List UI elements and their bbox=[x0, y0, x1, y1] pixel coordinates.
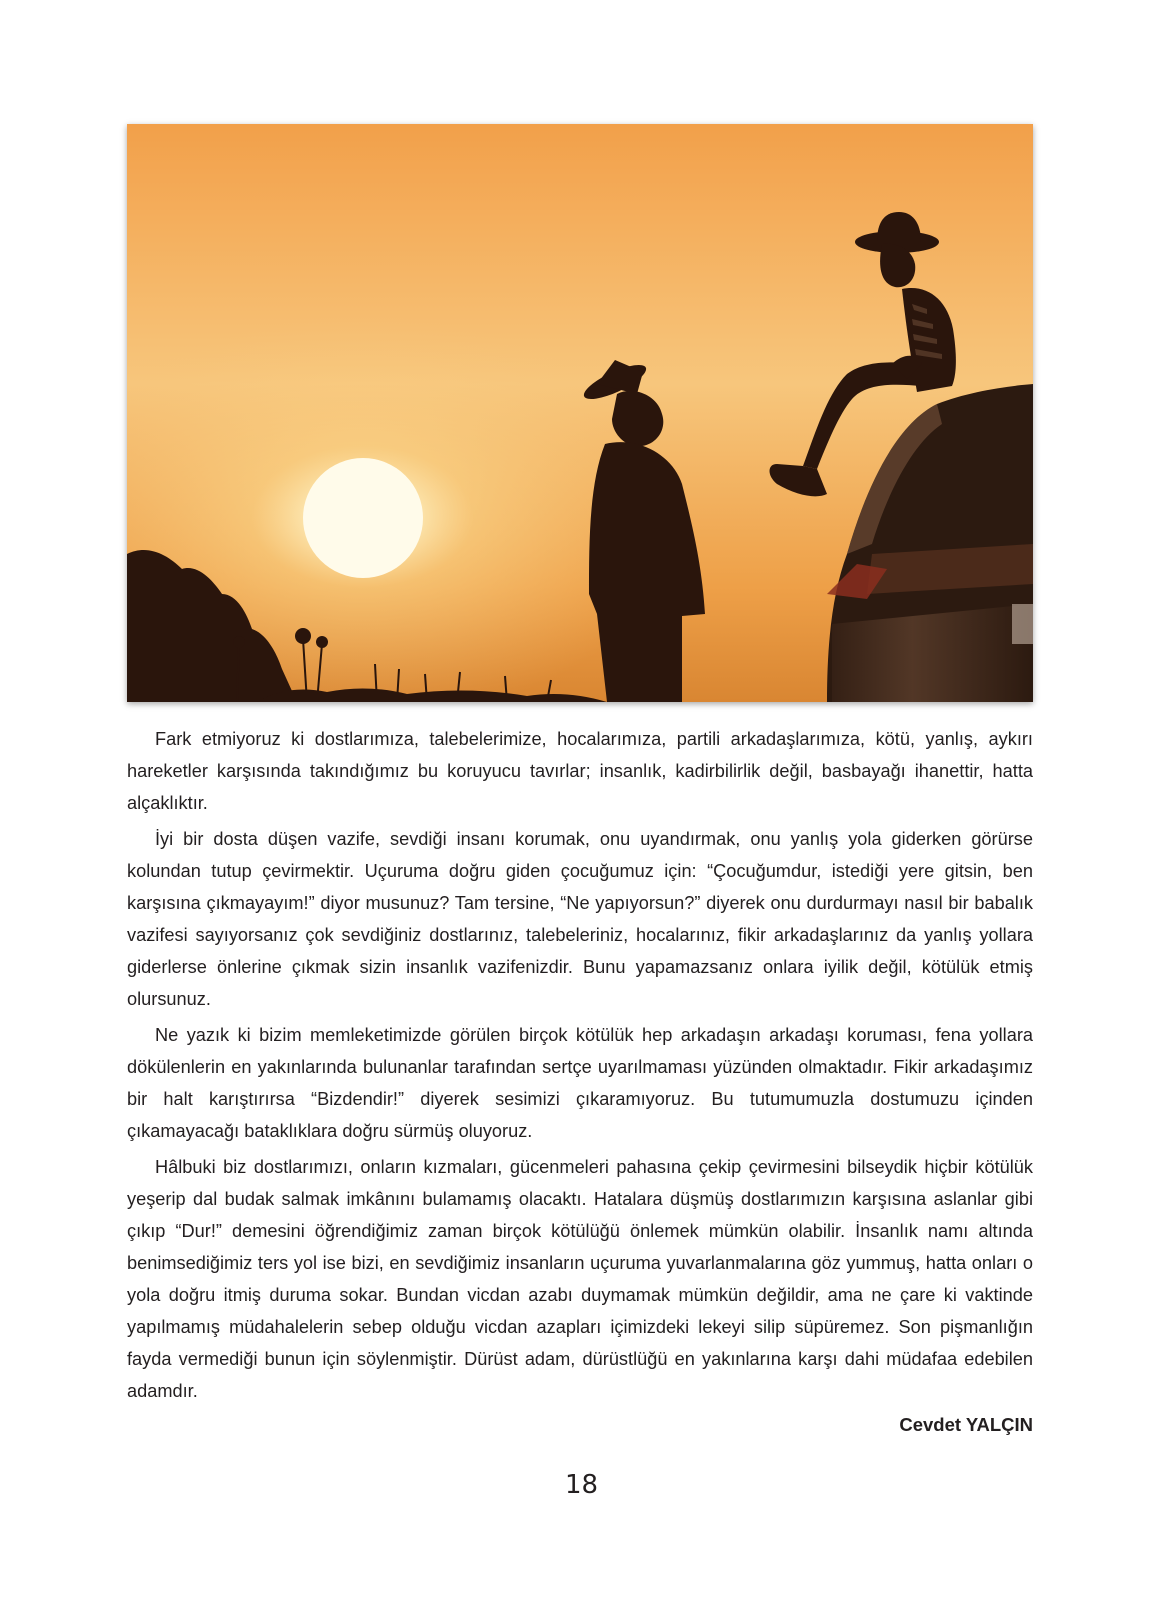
paragraph-1: Fark etmiyoruz ki dostlarımıza, talebelerimize, hocalarımıza, partili arkadaşlarımıza, kötü, yanlış, aykırı hareketler karşısında takındığımız bu koruyucu tavırlar; insanlık, kadirbilirlik değil, basbayağı ihanettir, hatta alçaklıktır. bbox=[127, 729, 1033, 813]
sunset-photo bbox=[127, 124, 1033, 702]
author-name: Cevdet YALÇIN bbox=[899, 1414, 1033, 1435]
paragraph-3: Ne yazık ki bizim memleketimizde görülen birçok kötülük hep arkadaşın arkadaşı koruması, fena yollara dökülenlerin en yakınlarında bulunanlar tarafından sertçe uyarılmaması yüzünden olmaktadır. Fikir arkadaşımız bir halt karıştırırsa “Bizdendir!” diyerek sesimizi çıkaramıyoruz. Bu tutumumuzla dostumuzu içinden çıkamayacağı bataklıklara doğru sürmüş oluyoruz. bbox=[127, 1025, 1033, 1141]
sunset-silhouette-icon bbox=[127, 124, 1033, 702]
paragraph-2: İyi bir dosta düşen vazife, sevdiği insanı korumak, onu uyandırmak, onu yanlış yola giderken görürse kolundan tutup çevirmektir. Uçuruma doğru giden çocuğumuz için: “Çocuğumdur, istediği yere gitsin, ben karşısına çıkmayayım!” diyor musunuz? Tam tersine, “Ne yapıyorsun?” diyerek onu durdurmayı nasıl bir babalık vazifesi sayıyorsanız çok sevdiğiniz dostlarınız, talebeleriniz, hocalarınız, fikir arkadaşlarınız da yanlış yollara giderlerse önlerine çıkmak sizin insanlık vazifenizdir. Bunu yapamazsanız onlara iyilik değil, kötülük etmiş olursunuz. bbox=[127, 829, 1033, 1009]
page-number: 18 bbox=[564, 1470, 599, 1500]
article-text bbox=[127, 723, 1033, 1411]
paragraph-4: Hâlbuki biz dostlarımızı, onların kızmaları, gücenmeleri pahasına çekip çevirmesini bilseydik hiçbir kötülük yeşerip dal budak salmak imkânını bulamamış olacaktı. Hatalara düşmüş dostlarımızın karşısına aslanlar gibi çıkıp “Dur!” demesini öğrendiğimiz zaman birçok kötülüğü önlemek mümkün olabilir. İnsanlık namı altında benimsediğimiz ters yol ise bizi, en sevdiğimiz insanların uçuruma yuvarlanmalarına göz yummuş, hatta onları o yola doğru itmiş duruma sokar. Bundan vicdan azabı duymamak mümkün değildir, ama ne çare ki vaktinde yapılmamış müdahalelerin sebep olduğu vicdan azapları içimizdeki lekeyi silip süpüremez. Son pişmanlığın fayda vermediği bunun için söylenmiştir. Dürüst adam, dürüstlüğü en yakınlarına karşı dahi müdafaa edebilen adamdır. bbox=[127, 1157, 1033, 1401]
